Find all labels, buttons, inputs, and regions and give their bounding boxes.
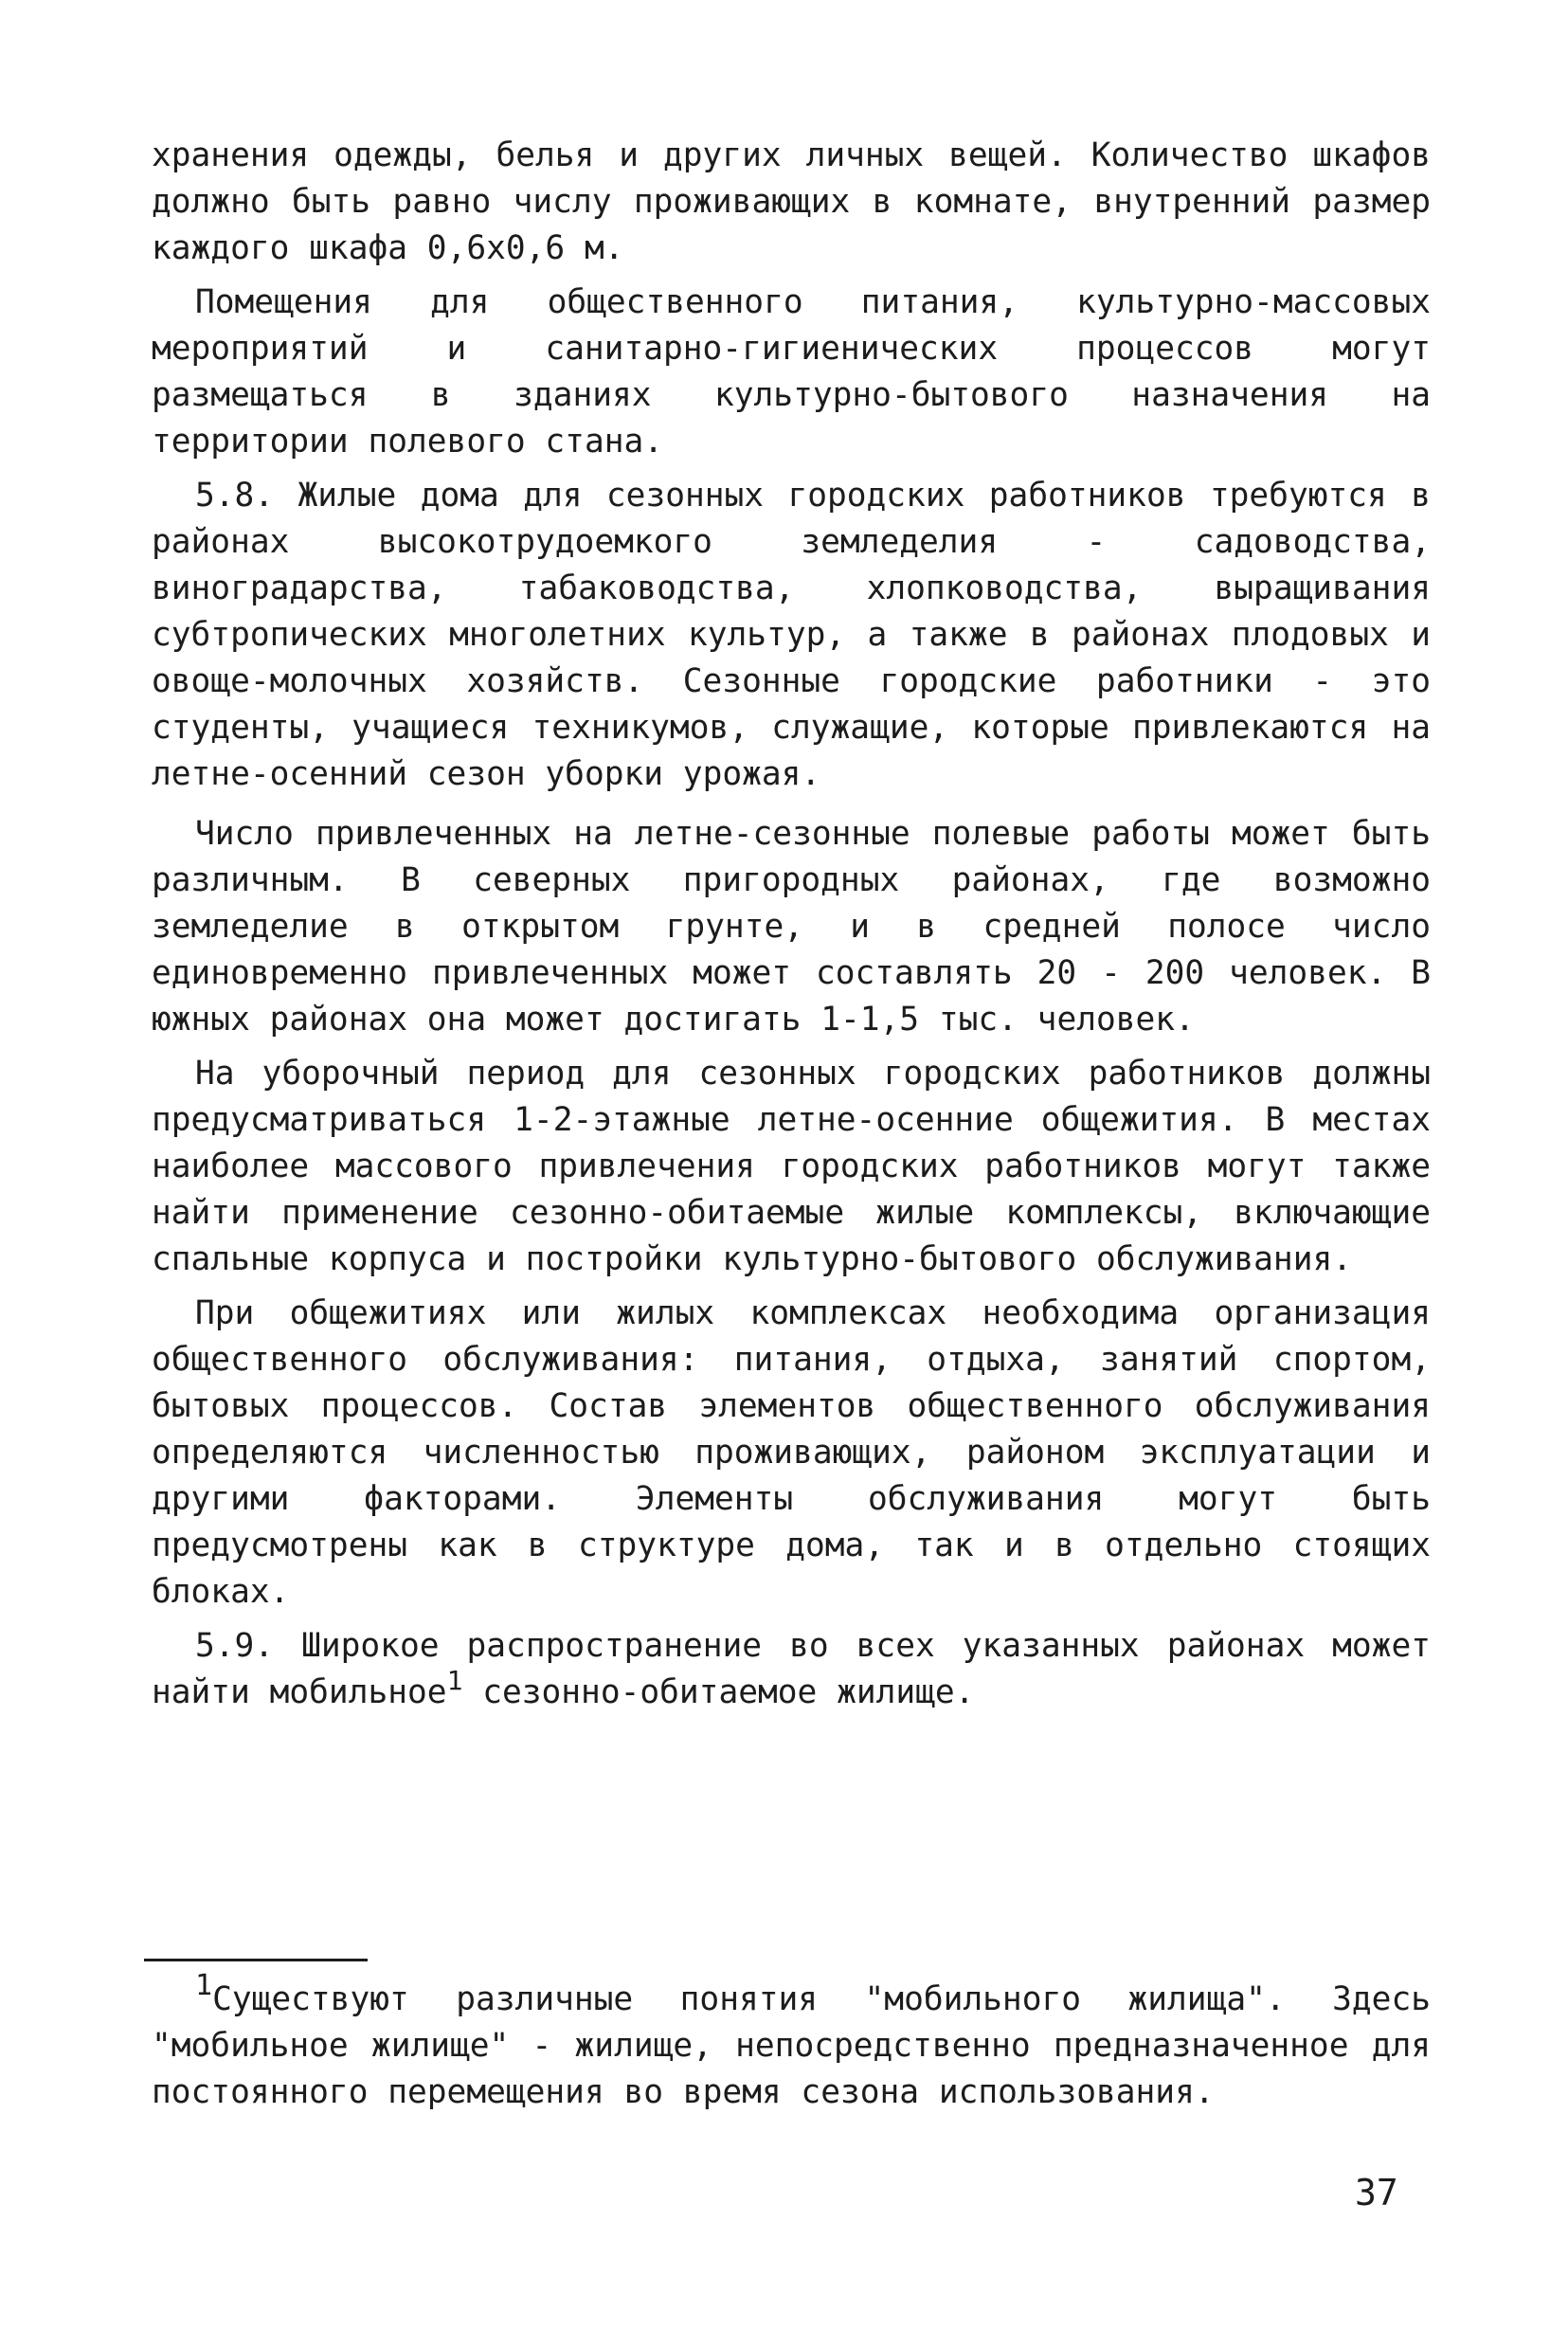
paragraph-premises: Помещения для общественного питания, культурно-массовых мероприятий и санитарно-гигиенических процессов могут размещаться в зданиях культурно-бытового назначения на территории полевого стана. xyxy=(152,283,1431,461)
page-number: 37 xyxy=(1355,2172,1398,2213)
paragraph-workers-count: Число привлеченных на летне-сезонные полевые работы может быть различным. В северных пригородных районах, где возможно земледелие в открытом грунте, и в средней полосе число единовременно привлеченных может составлять 20 - 200 человек. В южных районах она может достигать 1-1,5 тыс. человек. xyxy=(152,815,1431,1039)
paragraph-section-5-8: 5.8. Жилые дома для сезонных городских работников требуются в районах высокотрудоемкого земледелия - садоводства, виноградарства, табаководства, хлопководства, выращивания субтропических многолетних культур, а также в районах плодовых и овоще-молочных хозяйств. Сезонные городские работники - это студенты, учащиеся техникумов, служащие, которые привлекаются на летне-осенний сезон уборки урожая. xyxy=(152,477,1431,793)
paragraph-services: При общежитиях или жилых комплексах необходима организация общественного обслуживания: питания, отдыха, занятий спортом, бытовых процессов. Состав элементов общественного обслуживания определяются численностью проживающих, районом эксплуатации и другими факторами. Элементы обслуживания могут быть предусмотрены как в структуре дома, так и в отдельно стоящих блоках. xyxy=(152,1294,1431,1611)
section-5-9-text-end: сезонно-обитаемое жилище. xyxy=(462,1673,975,1711)
footnote-body: Существуют различные понятия "мобильного жилища". Здесь "мобильное жилище" - жилище, непосредственно предназначенное для постоянного перемещения во время сезона использования. xyxy=(152,1980,1431,2111)
paragraph-section-5-9 xyxy=(152,1623,1431,1716)
footnote-marker: 1 xyxy=(195,1969,213,2002)
paragraph-dormitories: На уборочный период для сезонных городских работников должны предусматриваться 1-2-этажные летне-осенние общежития. В местах наиболее массового привлечения городских работников могут также найти применение сезонно-обитаемые жилые комплексы, включающие спальные корпуса и постройки культурно-бытового обслуживания. xyxy=(152,1055,1431,1278)
footnote-reference: 1 xyxy=(446,1665,463,1696)
footnote-text xyxy=(152,1969,1431,2116)
document-body xyxy=(152,133,1431,1716)
footnote xyxy=(152,1969,1431,2116)
paragraph-continuation: хранения одежды, белья и других личных вещей. Количество шкафов должно быть равно числу проживающих в комнате, внутренний размер каждого шкафа 0,6х0,6 м. xyxy=(152,136,1431,267)
footnote-divider xyxy=(144,1959,368,1961)
section-5-9-text: 5.9. Широкое распространение во всех указанных районах может найти мобильное xyxy=(152,1627,1431,1711)
